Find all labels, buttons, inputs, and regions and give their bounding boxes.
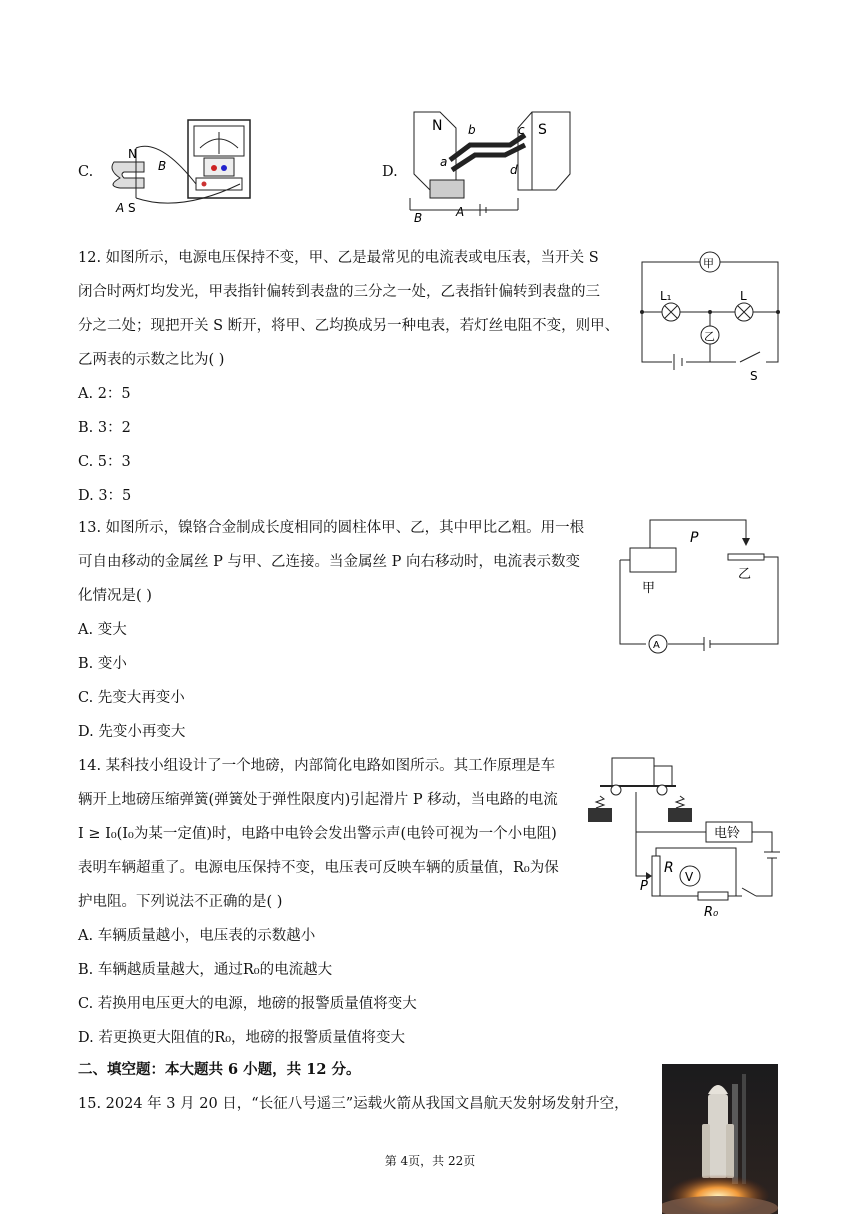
magnet-s-label: S [128, 201, 136, 215]
q13-option-d: D. 先变小再变大 [78, 724, 186, 740]
coil-d-label: d [510, 163, 518, 177]
q12-circuit-figure [636, 248, 786, 383]
q14-option-a: A. 车辆质量越小，电压表的示数越小 [78, 928, 316, 944]
coil-c-label: c [518, 123, 525, 137]
slider-p-label: P [690, 530, 699, 546]
q15-line-1: 15. 2024 年 3 月 20 日，“长征八号遥三”运载火箭从我国文昌航天发射场发射升空， [78, 1096, 629, 1112]
q12-option-c: C. 5：3 [78, 454, 131, 470]
q13-line-2: 可自由移动的金属丝 P 与甲、乙连接。当金属丝 P 向右移动时，电流表示数变 [78, 554, 580, 570]
option-d-label: D. [382, 164, 398, 180]
r0-label: R₀ [704, 905, 719, 920]
meter-jia-label: 甲 [703, 257, 714, 270]
voltmeter-v-label: V [685, 870, 694, 884]
section-2-heading: 二、填空题：本大题共 6 小题，共 12 分。 [78, 1061, 361, 1078]
meter-yi-label: 乙 [704, 330, 715, 343]
page-footer: 第 4页，共 22页 [384, 1154, 476, 1168]
q13-option-a: A. 变大 [78, 622, 127, 638]
bell-label: 电铃 [714, 826, 741, 841]
rocket-launch-photo [662, 1064, 778, 1214]
q13-option-c: C. 先变大再变小 [78, 690, 185, 706]
resistor-r-label: R [664, 860, 674, 876]
q12-line-2: 闭合时两灯均发光，甲表指针偏转到表盘的三分之一处，乙表指针偏转到表盘的三 [78, 284, 600, 300]
q14-option-d: D. 若更换更大阻值的R₀，地磅的报警质量值将变大 [78, 1030, 406, 1046]
ammeter-a-label: A [653, 640, 660, 651]
body-yi-label: 乙 [738, 567, 752, 582]
q14-line-4: 表明车辆超重了。电源电压保持不变，电压表可反映车辆的质量值，R₀为保 [78, 860, 559, 876]
lamp-l-label: L [740, 289, 747, 303]
q14-line-3: I ≥ I₀(I₀为某一定值)时，电路中电铃会发出警示声(电铃可视为一个小电阻) [78, 826, 557, 842]
q13-circuit-figure [616, 516, 786, 658]
q14-line-5: 护电阻。下列说法不正确的是( ) [78, 894, 283, 910]
figure-c-galvanometer [100, 118, 260, 218]
q12-option-d: D. 3：5 [78, 488, 132, 504]
magnet-n-label: N [128, 147, 137, 161]
q14-line-1: 14. 某科技小组设计了一个地磅，内部简化电路如图所示。其工作原理是车 [78, 758, 556, 774]
brush-a-label: A [456, 205, 465, 219]
pole-s-label: S [538, 122, 547, 138]
slider-p-label-q14: P [640, 879, 648, 894]
brush-b-label: B [414, 211, 423, 225]
q14-weighbridge-figure [586, 752, 786, 922]
q12-option-b: B. 3：2 [78, 420, 131, 436]
q13-line-1: 13. 如图所示，镍铬合金制成长度相同的圆柱体甲、乙，其中甲比乙粗。用一根 [78, 520, 585, 536]
q12-option-a: A. 2：5 [78, 386, 131, 402]
switch-s-label: S [750, 369, 758, 383]
coil-b-label: b [468, 123, 476, 137]
body-jia-label: 甲 [642, 581, 656, 596]
option-c-label: C. [78, 164, 94, 180]
q12-line-1: 12. 如图所示，电源电压保持不变，甲、乙是最常见的电流表或电压表，当开关 S [78, 250, 599, 266]
q14-line-2: 辆开上地磅压缩弹簧(弹簧处于弹性限度内)引起滑片 P 移动，当电路的电流 [78, 792, 558, 808]
q12-line-3: 分之二处；现把开关 S 断开，将甲、乙均换成另一种电表，若灯丝电阻不变，则甲、 [78, 318, 620, 334]
q14-option-c: C. 若换用电压更大的电源，地磅的报警质量值将变大 [78, 996, 417, 1012]
q13-line-3: 化情况是( ) [78, 588, 152, 604]
point-b-label: B [158, 159, 167, 173]
q14-option-b: B. 车辆越质量越大，通过R₀的电流越大 [78, 962, 333, 978]
q12-line-4: 乙两表的示数之比为( ) [78, 352, 225, 368]
lamp-l1-label: L₁ [660, 289, 672, 303]
figure-d-motor [400, 100, 575, 230]
coil-a-label: a [440, 155, 448, 169]
pole-n-label: N [432, 118, 443, 134]
point-a-label: A [116, 201, 125, 215]
q13-option-b: B. 变小 [78, 656, 127, 672]
